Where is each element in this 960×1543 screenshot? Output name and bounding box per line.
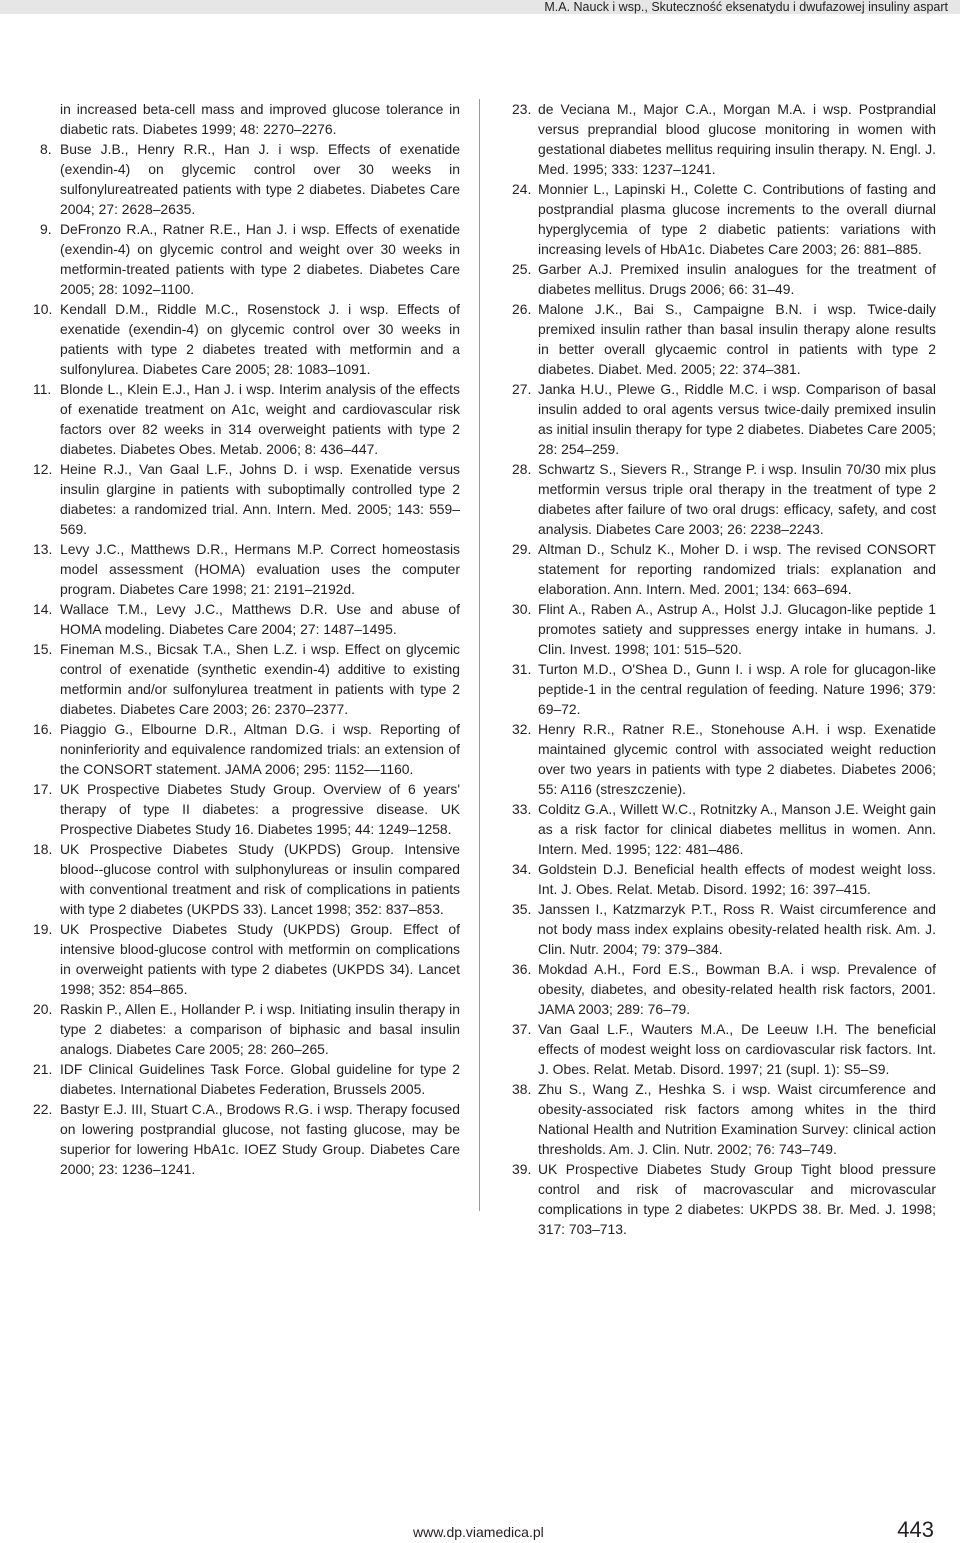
reference-item (512, 1079, 936, 1159)
reference-text: Kendall D.M., Riddle M.C., Rosenstock J. i wsp. Effects of exenatide (exendin-4) on glycemic control over 30 weeks in patients with type 2 diabetes treated with metformin and a sulfonylurea. Diabetes Care 2005; 28: 1083–1091. (60, 301, 460, 377)
reference-number: 25. (512, 261, 532, 277)
reference-text: Goldstein D.J. Beneficial health effects of modest weight loss. Int. J. Obes. Relat. Metab. Disord. 1992; 16: 397–415. (538, 861, 936, 897)
reference-text: Zhu S., Wang Z., Heshka S. i wsp. Waist circumference and obesity-associated risk factors among whites in the third National Health and Nutrition Examination Survey: clinical action thresholds. Am. J. Clin. Nutr. 2002; 76: 743–749. (538, 1081, 936, 1157)
reference-text: Van Gaal L.F., Wauters M.A., De Leeuw I.H. The beneficial effects of modest weight loss on cardiovascular risk factors. Int. J. Obes. Relat. Metab. Disord. 1997; 21 (supl. 1): S5–S9. (538, 1021, 936, 1077)
reference-text: Blonde L., Klein E.J., Han J. i wsp. Interim analysis of the effects of exenatide treatment on A1c, weight and cardiovascular risk factors over 82 weeks in 314 overweight patients with type 2 diabetes. Diabetes Obes. Metab. 2006; 8: 436–447. (60, 381, 460, 457)
reference-number: 21. (33, 1061, 53, 1077)
reference-number: 16. (33, 721, 53, 737)
reference-number: 17. (33, 781, 53, 797)
reference-number: 15. (33, 641, 53, 657)
reference-number: 20. (33, 1001, 53, 1017)
reference-item (512, 539, 936, 599)
reference-item (33, 779, 460, 839)
reference-number: 9. (40, 221, 52, 237)
reference-text: Raskin P., Allen E., Hollander P. i wsp. Initiating insulin therapy in type 2 diabetes: a comparison of biphasic and basal insulin analogs. Diabetes Care 2005; 28: 260–265. (60, 1001, 460, 1057)
reference-number: 23. (512, 101, 532, 117)
reference-number: 34. (512, 861, 532, 877)
reference-item (512, 459, 936, 539)
reference-text: Mokdad A.H., Ford E.S., Bowman B.A. i wsp. Prevalence of obesity, diabetes, and obesity-related health risk factors, 2001. JAMA 2003; 289: 76–79. (538, 961, 936, 1017)
reference-item (33, 1099, 460, 1179)
reference-item (512, 899, 936, 959)
left-reference-list (33, 139, 460, 1179)
reference-text: de Veciana M., Major C.A., Morgan M.A. i wsp. Postprandial versus preprandial blood glucose monitoring in women with gestational diabetes mellitus requiring insulin therapy. N. Engl. J. Med. 1995; 333: 1237–1241. (538, 101, 936, 177)
reference-number: 33. (512, 801, 532, 817)
reference-text: Janka H.U., Plewe G., Riddle M.C. i wsp. Comparison of basal insulin added to oral agents versus twice-daily premixed insulin as initial insulin therapy for type 2 diabetes. Diabetes Care 2005; 28: 254–259. (538, 381, 936, 457)
reference-number: 26. (512, 301, 532, 317)
reference-text: Flint A., Raben A., Astrup A., Holst J.J. Glucagon-like peptide 1 promotes satiety and suppresses energy intake in humans. J. Clin. Invest. 1998; 101: 515–520. (538, 601, 936, 657)
reference-text: UK Prospective Diabetes Study (UKPDS) Group. Effect of intensive blood-glucose control with metformin on complications in overweight patients with type 2 diabetes (UKPDS 34). Lancet 1998; 352: 854–865. (60, 921, 460, 997)
footer-url[interactable]: www.dp.viamedica.pl (413, 1524, 544, 1540)
column-divider (479, 99, 480, 1211)
reference-number: 8. (40, 141, 52, 157)
reference-text: Wallace T.M., Levy J.C., Matthews D.R. Use and abuse of HOMA modeling. Diabetes Care 2004; 27: 1487–1495. (60, 601, 460, 637)
reference-number: 18. (33, 841, 53, 857)
reference-item (512, 959, 936, 1019)
reference-number: 39. (512, 1161, 532, 1177)
reference-number: 10. (33, 301, 53, 317)
reference-text: Fineman M.S., Bicsak T.A., Shen L.Z. i wsp. Effect on glycemic control of exenatide (synthetic exendin-4) additive to existing metformin and/or sulfonylurea treatment in patients with type 2 diabetes. Diabetes Care 2003; 26: 2370–2377. (60, 641, 460, 717)
reference-number: 32. (512, 721, 532, 737)
right-reference-list (512, 99, 936, 1239)
reference-item (33, 999, 460, 1059)
reference-item (33, 919, 460, 999)
reference-number: 31. (512, 661, 532, 677)
reference-text: UK Prospective Diabetes Study Group. Overview of 6 years' therapy of type II diabetes: a progressive disease. UK Prospective Diabetes Study 16. Diabetes 1995; 44: 1249–1258. (60, 781, 460, 837)
reference-item (512, 659, 936, 719)
reference-item (33, 539, 460, 599)
reference-text: Colditz G.A., Willett W.C., Rotnitzky A., Manson J.E. Weight gain as a risk factor for clinical diabetes mellitus in women. Ann. Intern. Med. 1995; 122: 481–486. (538, 801, 936, 857)
reference-text: UK Prospective Diabetes Study (UKPDS) Group. Intensive blood--glucose control with sulphonylureas or insulin compared with conventional treatment and risk of complications in patients with type 2 diabetes (UKPDS 33). Lancet 1998; 352: 837–853. (60, 841, 460, 917)
reference-item (512, 259, 936, 299)
reference-text: Turton M.D., O'Shea D., Gunn I. i wsp. A role for glucagon-like peptide-1 in the central regulation of feeding. Nature 1996; 379: 69–72. (538, 661, 936, 717)
reference-item (33, 719, 460, 779)
reference-number: 38. (512, 1081, 532, 1097)
reference-item (33, 839, 460, 919)
reference-text: Schwartz S., Sievers R., Strange P. i wsp. Insulin 70/30 mix plus metformin versus triple oral therapy in the treatment of type 2 diabetes after failure of two oral drugs: efficacy, safety, and cost analysis. Diabetes Care 2003; 26: 2238–2243. (538, 461, 936, 537)
reference-text: DeFronzo R.A., Ratner R.E., Han J. i wsp. Effects of exenatide (exendin-4) on glycemic control and weight over 30 weeks in metformin-treated patients with type 2 diabetes. Diabetes Care 2005; 28: 1092–1100. (60, 221, 460, 297)
reference-number: 11. (33, 381, 52, 397)
reference-item (33, 1059, 460, 1099)
reference-number: 24. (512, 181, 532, 197)
reference-number: 28. (512, 461, 532, 477)
reference-text: Heine R.J., Van Gaal L.F., Johns D. i wsp. Exenatide versus insulin glargine in patients with suboptimally controlled type 2 diabetes: a randomized trial. Ann. Intern. Med. 2005; 143: 559–569. (60, 461, 460, 537)
reference-text: Altman D., Schulz K., Moher D. i wsp. The revised CONSORT statement for reporting randomized trials: explanation and elaboration. Ann. Intern. Med. 2001; 134: 663–694. (538, 541, 936, 597)
reference-number: 22. (33, 1101, 53, 1117)
running-title: M.A. Nauck i wsp., Skuteczność eksenatydu i dwufazowej insuliny aspart (544, 0, 948, 14)
reference-item (40, 219, 460, 299)
reference-item (512, 299, 936, 379)
reference-item (512, 799, 936, 859)
reference-item (512, 719, 936, 799)
right-column (512, 99, 936, 1239)
reference-text: Levy J.C., Matthews D.R., Hermans M.P. Correct homeostasis model assessment (HOMA) evaluation uses the computer program. Diabetes Care 1998; 21: 2191–2192d. (60, 541, 460, 597)
reference-continuation: in increased beta-cell mass and improved glucose tolerance in diabetic rats. Diabetes 1999; 48: 2270–2276. (60, 101, 460, 137)
reference-text: Henry R.R., Ratner R.E., Stonehouse A.H. i wsp. Exenatide maintained glycemic control with associated weight reduction over two years in patients with type 2 diabetes. Diabetes 2006; 55: A116 (streszczenie). (538, 721, 936, 797)
page-number: 443 (897, 1517, 934, 1542)
reference-text: IDF Clinical Guidelines Task Force. Global guideline for type 2 diabetes. International Diabetes Federation, Brussels 2005. (60, 1061, 460, 1097)
running-header (0, 0, 960, 14)
reference-item (33, 639, 460, 719)
reference-item (512, 99, 936, 179)
reference-number: 14. (33, 601, 53, 617)
reference-number: 19. (33, 921, 53, 937)
reference-item (33, 599, 460, 639)
reference-item (512, 1159, 936, 1239)
reference-item (33, 459, 460, 539)
reference-text: Janssen I., Katzmarzyk P.T., Ross R. Waist circumference and not body mass index explains obesity-related health risk. Am. J. Clin. Nutr. 2004; 79: 379–384. (538, 901, 936, 957)
reference-number: 13. (33, 541, 53, 557)
reference-item (40, 139, 460, 219)
reference-item (512, 179, 936, 259)
reference-item (33, 299, 460, 379)
reference-text: Bastyr E.J. III, Stuart C.A., Brodows R.G. i wsp. Therapy focused on lowering postprandial glucose, not fasting glucose, may be superior for lowering HbA1c. IOEZ Study Group. Diabetes Care 2000; 23: 1236–1241. (60, 1101, 460, 1177)
reference-item (512, 379, 936, 459)
reference-number: 37. (512, 1021, 532, 1037)
reference-item (33, 379, 460, 459)
reference-item (512, 1019, 936, 1079)
reference-text: Piaggio G., Elbourne D.R., Altman D.G. i wsp. Reporting of noninferiority and equivalence randomized trials: an extension of the CONSORT statement. JAMA 2006; 295: 1152––1160. (60, 721, 460, 777)
left-column (33, 99, 460, 1179)
reference-number: 36. (512, 961, 532, 977)
reference-number: 35. (512, 901, 532, 917)
reference-text: UK Prospective Diabetes Study Group Tight blood pressure control and risk of macrovascular and microvascular complications in type 2 diabetes: UKPDS 38. Br. Med. J. 1998; 317: 703–713. (538, 1161, 936, 1237)
reference-item (512, 859, 936, 899)
reference-number: 30. (512, 601, 532, 617)
reference-item (512, 599, 936, 659)
reference-number: 12. (33, 461, 53, 477)
reference-text: Garber A.J. Premixed insulin analogues for the treatment of diabetes mellitus. Drugs 2006; 66: 31–49. (538, 261, 936, 297)
reference-number: 29. (512, 541, 532, 557)
reference-text: Monnier L., Lapinski H., Colette C. Contributions of fasting and postprandial plasma glucose increments to the overall diurnal hyperglycemia of type 2 diabetic patients: variations with increasing levels of HbA1c. Diabetes Care 2003; 26: 881–885. (538, 181, 936, 257)
reference-number: 27. (512, 381, 532, 397)
reference-text: Malone J.K., Bai S., Campaigne B.N. i wsp. Twice-daily premixed insulin rather than basal insulin therapy alone results in better overall glycaemic control in patients with type 2 diabetes. Diabet. Med. 2005; 22: 374–381. (538, 301, 936, 377)
reference-text: Buse J.B., Henry R.R., Han J. i wsp. Effects of exenatide (exendin-4) on glycemic control over 30 weeks in sulfonylureatreated patients with type 2 diabetes. Diabetes Care 2004; 27: 2628–2635. (60, 141, 460, 217)
